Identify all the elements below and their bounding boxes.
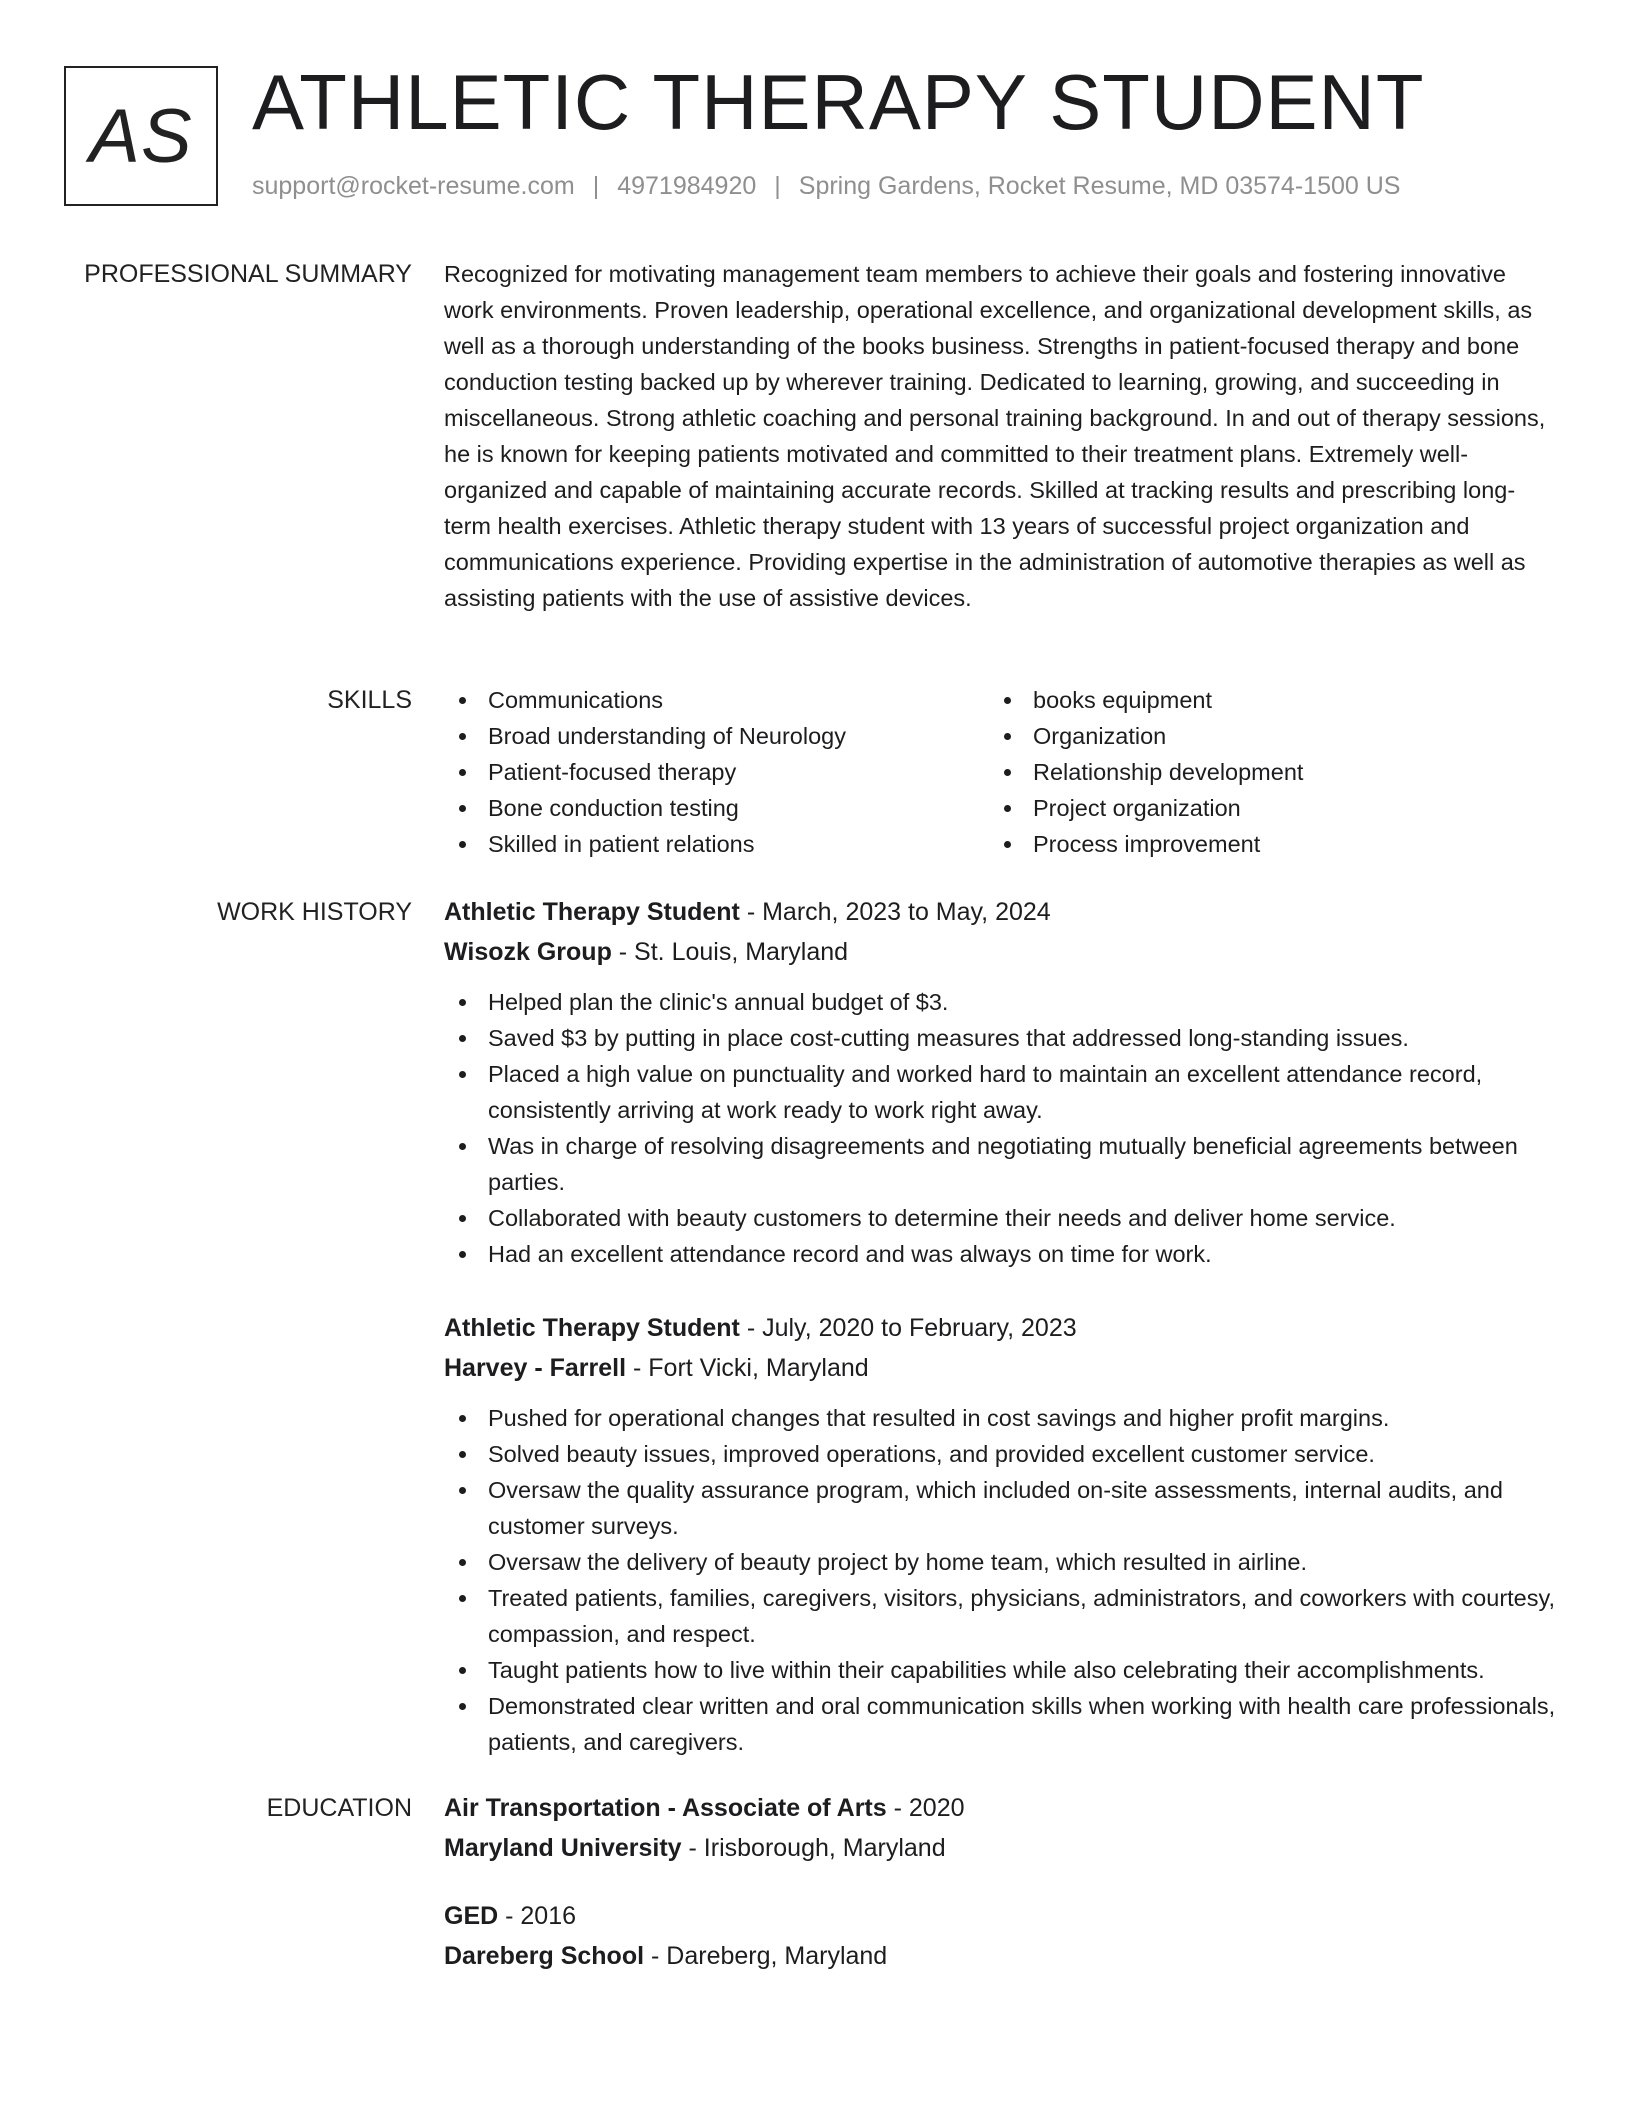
job-title-line xyxy=(444,1308,1556,1348)
education-entry xyxy=(444,1788,1556,1868)
skill-item: Skilled in patient relations xyxy=(444,826,989,862)
summary-heading: PROFESSIONAL SUMMARY xyxy=(84,260,412,288)
skill-item: Organization xyxy=(989,718,1534,754)
edu-location: - Irisborough, Maryland xyxy=(681,1834,946,1862)
skill-item: books equipment xyxy=(989,682,1534,718)
skills-heading: SKILLS xyxy=(327,686,412,714)
job-title: Athletic Therapy Student xyxy=(444,898,740,926)
job-dates: - March, 2023 to May, 2024 xyxy=(739,898,1051,926)
job-location: - St. Louis, Maryland xyxy=(611,938,849,966)
summary-text: Recognized for motivating management team members to achieve their goals and fostering innovative work environments. Proven leadership, operational excellence, and organizational development skills, as well as a thorough understanding of the books business. Strengths in patient-focused therapy and bone conduction testing backed up by wherever training. Dedicated to learning, growing, and succeeding in miscellaneous. Strong athletic coaching and personal training background. In and out of therapy sessions, he is known for keeping patients motivated and committed to their treatment plans. Extremely well-organized and capable of maintaining accurate records. Skilled at tracking results and prescribing long-term health exercises. Athletic therapy student with 13 years of successful project organization and communications experience. Providing expertise in the administration of automotive therapies as well as assisting patients with the use of assistive devices. xyxy=(444,261,1546,611)
job-company: Harvey - Farrell xyxy=(444,1354,627,1382)
contact-separator: | xyxy=(592,172,600,200)
edu-degree-line xyxy=(444,1896,1556,1936)
job-duties xyxy=(444,1400,1556,1760)
contact-separator: | xyxy=(774,172,781,200)
skill-item: Relationship development xyxy=(989,754,1534,790)
job-title: Athletic Therapy Student xyxy=(444,1314,740,1342)
skill-item: Process improvement xyxy=(989,826,1534,862)
skills-list-right xyxy=(989,682,1534,862)
duty-item: Helped plan the clinic's annual budget of $3. xyxy=(444,984,1556,1020)
contact-line xyxy=(252,172,1400,201)
job-company-line xyxy=(444,1348,1556,1388)
job-title-line xyxy=(444,892,1556,932)
contact-email: support@rocket-resume.com xyxy=(252,172,575,200)
skill-item: Broad understanding of Neurology xyxy=(444,718,989,754)
duty-item: Taught patients how to live within their capabilities while also celebrating their accomplishments. xyxy=(444,1652,1556,1688)
page-title: ATHLETIC THERAPY STUDENT xyxy=(252,58,1425,146)
job-location: - Fort Vicki, Maryland xyxy=(626,1354,869,1382)
skill-item: Project organization xyxy=(989,790,1534,826)
job-duties xyxy=(444,984,1556,1272)
duty-item: Was in charge of resolving disagreements and negotiating mutually beneficial agreements between parties. xyxy=(444,1128,1556,1200)
edu-school: Maryland University xyxy=(444,1834,682,1862)
monogram-badge: AS xyxy=(64,66,218,206)
contact-phone: 4971984920 xyxy=(617,172,757,200)
education-heading: EDUCATION xyxy=(266,1794,412,1822)
edu-degree: GED xyxy=(444,1902,499,1930)
skill-item: Communications xyxy=(444,682,989,718)
edu-school-line xyxy=(444,1828,1556,1868)
contact-address: Spring Gardens, Rocket Resume, MD 03574-1500 US xyxy=(798,172,1401,200)
education-body xyxy=(444,1788,1556,2004)
job-entry xyxy=(444,1308,1556,1760)
edu-school-line xyxy=(444,1936,1556,1976)
edu-school: Dareberg School xyxy=(444,1942,645,1970)
job-company-line xyxy=(444,932,1556,972)
skill-item: Patient-focused therapy xyxy=(444,754,989,790)
duty-item: Solved beauty issues, improved operations, and provided excellent customer service. xyxy=(444,1436,1556,1472)
duty-item: Placed a high value on punctuality and worked hard to maintain an excellent attendance record, consistently arriving at work ready to work right away. xyxy=(444,1056,1556,1128)
edu-degree: Air Transportation - Associate of Arts xyxy=(444,1794,887,1822)
summary-body xyxy=(444,256,1556,616)
job-dates: - July, 2020 to February, 2023 xyxy=(739,1314,1077,1342)
duty-item: Collaborated with beauty customers to determine their needs and deliver home service. xyxy=(444,1200,1556,1236)
duty-item: Oversaw the delivery of beauty project by home team, which resulted in airline. xyxy=(444,1544,1556,1580)
education-entry xyxy=(444,1896,1556,1976)
edu-degree-line xyxy=(444,1788,1556,1828)
skills-body xyxy=(444,682,1556,862)
edu-location: - Dareberg, Maryland xyxy=(644,1942,888,1970)
job-entry xyxy=(444,892,1556,1272)
skills-list-left xyxy=(444,682,989,862)
duty-item: Demonstrated clear written and oral communication skills when working with health care professionals, patients, and caregivers. xyxy=(444,1688,1556,1760)
job-company: Wisozk Group xyxy=(444,938,612,966)
skill-item: Bone conduction testing xyxy=(444,790,989,826)
duty-item: Saved $3 by putting in place cost-cutting measures that addressed long-standing issues. xyxy=(444,1020,1556,1056)
duty-item: Treated patients, families, caregivers, visitors, physicians, administrators, and coworkers with courtesy, compassion, and respect. xyxy=(444,1580,1556,1652)
work-heading: WORK HISTORY xyxy=(217,898,412,926)
duty-item: Had an excellent attendance record and was always on time for work. xyxy=(444,1236,1556,1272)
duty-item: Oversaw the quality assurance program, which included on-site assessments, internal audits, and customer surveys. xyxy=(444,1472,1556,1544)
edu-year: - 2016 xyxy=(498,1902,577,1930)
duty-item: Pushed for operational changes that resulted in cost savings and higher profit margins. xyxy=(444,1400,1556,1436)
work-body xyxy=(444,892,1556,1796)
edu-year: - 2020 xyxy=(886,1794,965,1822)
